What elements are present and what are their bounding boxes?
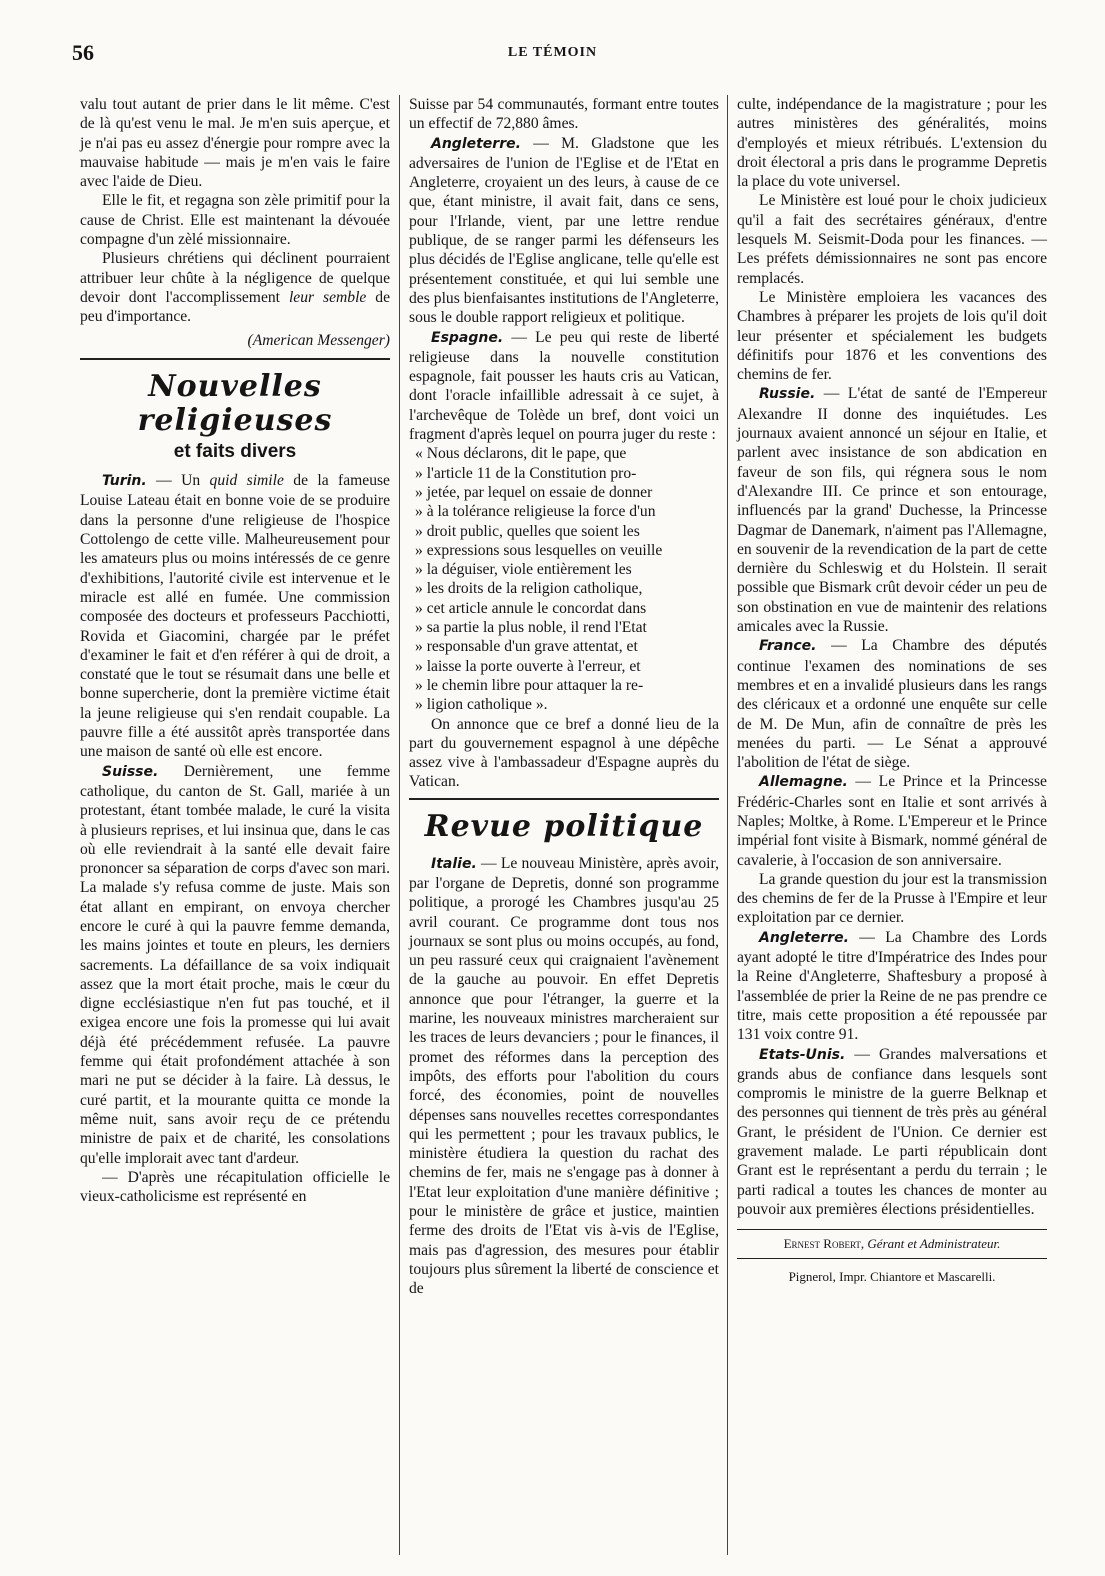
news-item-france xyxy=(737,636,1047,772)
news-item-angleterre xyxy=(409,134,719,328)
paragraph: — D'après une récapitulation officielle le vieux-catholicisme est représenté en xyxy=(80,1168,390,1206)
news-item-italie xyxy=(409,854,719,1299)
news-item-allemagne xyxy=(737,772,1047,869)
page-header xyxy=(0,0,1105,70)
news-item-russie xyxy=(737,384,1047,636)
quote-line: » l'article 11 de la Constitution pro- xyxy=(415,464,637,482)
place-name: Italie. xyxy=(431,855,477,872)
news-item-etats-unis xyxy=(737,1045,1047,1220)
text: Plusieurs chrétiens qui déclinent pourraient attribuer leur chûte à la négligence de quelque devoir dont l'accomplissement xyxy=(80,250,390,306)
running-title: LE TÉMOIN xyxy=(507,45,598,60)
text: — Grandes malversations et grands abus de confiance dans lesquels sont compromis le ministre de la guerre Belknap et des personnes qui tiennent de très près au général Grant, le président de l'Union. Ce dernier est gravement malade. Le parti républicain dont Grant est le représentant a perdu du terrain ; le parti radical a toutes les chances de monter au pouvoir aux premières élections présidentielles. xyxy=(737,1045,1047,1218)
column-3 xyxy=(737,95,1047,1286)
place-name: Etats-Unis. xyxy=(759,1046,846,1063)
emphasis: leur semble xyxy=(288,288,367,306)
imprint: Pignerol, Impr. Chiantore et Mascarelli. xyxy=(788,1268,996,1284)
quote-line: » la déguiser, viole entièrement les xyxy=(415,561,632,579)
section-subtitle: et faits divers xyxy=(173,440,297,462)
quote-line: « Nous déclarons, dit le pape, que xyxy=(415,445,627,463)
text: — La Chambre des Lords ayant adopté le titre d'Impératrice des Indes pour la Reine d'Angleterre, Shaftesbury a proposé à l'assemblée de prier la Reine de ne pas prendre ce titre, mais cette proposition a été repoussée par 131 voix contre 91. xyxy=(737,928,1047,1044)
emphasis: quid simile xyxy=(209,472,284,490)
page-number: 56 xyxy=(72,40,94,65)
paragraph: Le Ministère emploiera les vacances des Chambres à préparer les projets de lois qu'il doit leur présenter et spécialement les budgets définitifs pour 1876 et les conventions des chemins de fer. xyxy=(737,288,1047,384)
column-rule xyxy=(399,95,400,1555)
quote-line: » responsable d'un grave attentat, et xyxy=(415,638,638,656)
quote-line: » cet article annule le concordat dans xyxy=(415,599,647,617)
paragraph: On annonce que ce bref a donné lieu de la part du gouvernement espagnol à une dépêche assez vive à l'ambassadeur d'Espagne auprès du Vatican. xyxy=(409,715,719,791)
quote-line: » laisse la porte ouverte à l'erreur, et xyxy=(415,657,641,675)
quote-line: » expressions sous lesquelles on veuille xyxy=(415,541,663,559)
paragraph: Le Ministère est loué pour le choix judicieux qu'il a fait des secrétaires généraux, d'entre lesquels M. Seismit-Doda pour les finances. — Les préfets démissionnaires ne sont pas encore remplacés. xyxy=(737,192,1047,287)
place-name: Angleterre. xyxy=(431,135,521,152)
text: — Le nouveau Ministère, après avoir, par l'organe de Depretis, donné son programme politique, a prorogé les Chambres jusqu'au 25 avril courant. Ce programme dont tous nos journaux se sont plus ou moins occupés, au fond, un peu rassuré ceux qui craignaient l'avènement de la gauche au pouvoir. En effet Depretis annonce que pour l'étranger, la guerre et la marine, les nouveaux ministres marcheraient sur les traces de leurs devanciers ; pour le finances, il promet des réformes dans la perception des impôts, des efforts pour l'abolition du cours forcé, des économies, point de nouvelles dépenses sans nouvelles recettes correspondantes qui les permettent ; pour les travaux publics, le ministère étudiera la question du rachat des chemins de fer, mais ne s'engage pas à donner à l'Etat leur exploitation d'une manière définitive ; pour le ministère de grâce et justice, maintien ferme des droits de l'Etat vis à-vis de l'Eglise, mais pas d'agression, des mesures pour établir toujours plus sûrement la liberté de conscience et de xyxy=(409,854,719,1298)
quote-line: » à la tolérance religieuse la force d'un xyxy=(415,503,656,521)
quote-line: » droit public, quelles que soient les xyxy=(415,522,640,540)
quote-line: » ligion catholique ». xyxy=(415,696,548,714)
manager-name: Ernest Robert, xyxy=(783,1236,865,1252)
quote-line: » jetée, par lequel on essaie de donner xyxy=(415,483,653,501)
news-item-turin xyxy=(80,471,390,761)
section-title: Nouvelles religieuses xyxy=(137,368,333,438)
place-name: Angleterre. xyxy=(759,929,849,946)
paragraph: La grande question du jour est la transmission des chemins de fer de la Prusse à l'Empire et leur exploitation par ce dernier. xyxy=(737,870,1047,927)
news-item-espagne xyxy=(409,328,719,445)
column-rule xyxy=(727,95,728,1555)
paragraph: culte, indépendance de la magistrature ; pour les autres ministères des généralités, moins d'employés et mieux rétribués. L'extension du droit électoral a pris dans le programme Depretis la place du vote universel. xyxy=(737,96,1047,191)
papal-quote xyxy=(409,444,719,714)
section-title: Revue politique xyxy=(424,808,704,844)
article-source: (American Messenger) xyxy=(247,331,390,349)
column-1 xyxy=(80,95,390,1206)
quote-line: » les droits de la religion catholique, xyxy=(415,580,643,598)
quote-line: » le chemin libre pour attaquer la re- xyxy=(415,676,644,694)
news-item-angleterre xyxy=(737,928,1047,1045)
paragraph: valu tout autant de prier dans le lit même. C'est de là qu'est venu le mal. Je m'en suis aperçue, et je n'ai pas eu assez d'énergie pour rompre avec la mauvaise habitude — mais je m'en vais le faire avec l'aide de Dieu. xyxy=(80,96,390,191)
paragraph: Suisse par 54 communautés, formant entre toutes un effectif de 72,880 âmes. xyxy=(409,96,719,133)
paragraph xyxy=(80,249,390,326)
column-2 xyxy=(409,95,719,1299)
manager-title: Gérant et Administrateur. xyxy=(867,1236,1001,1252)
text: — L'état de santé de l'Empereur Alexandre II donne des inquiétudes. Les journaux avaient annoncé un séjour en Italie, et parlent avec insistance de son abdication en faveur de son fils, qui régnera sous le nom d'Alexandre III. Ce prince et son entourage, influencés par la grand' Duchesse, la Princesse Dagmar de Danemark, n'aiment pas l'Allemagne, en souvenir de la revendication de la part de cette dernière du Schleswig et du Holstein. Il serait possible que Bismark crût devoir céder un peu de son obstination en vue de maintenir des relations amicales avec la Russie. xyxy=(737,385,1047,636)
separator xyxy=(80,358,390,360)
place-name: Suisse. xyxy=(102,763,159,780)
text: — Le peu qui reste de liberté religieuse dans la nouvelle constitution espagnole, fait pousser les hauts cris au Vatican, dont l'oracle infaillible adressait à ce sujet, à l'archevêque de Tolède un bref, dont voici un fragment d'après lequel on pourra juger du reste : xyxy=(409,328,719,444)
paragraph: Elle le fit, et regagna son zèle primitif pour la cause de Christ. Elle est maintenant la dévouée compagne d'un zèlé missionnaire. xyxy=(80,192,390,249)
place-name: Allemagne. xyxy=(759,774,848,791)
signature-line xyxy=(737,1229,1047,1258)
place-name: Russie. xyxy=(759,386,816,403)
place-name: Espagne. xyxy=(431,329,504,346)
news-item-suisse xyxy=(80,762,390,1168)
text: — La Chambre des députés continue l'examen des nominations de ses membres et en a invalidé plusieurs dans les rangs des cléricaux et a ordonné une enquête sur celle de M. De Mun, afin de connaître de près les menées du parti. — Le Sénat a approuvé l'abolition de l'état de siège. xyxy=(737,637,1048,772)
text: de la fameuse Louise Lateau était en bonne voie de se produire dans la personne d'une religieuse de l'hospice Cottolengo de cette ville. Malheureusement pour les amateurs plus ou moins intéressés de ce genre d'exhibitions, l'autorité civile est intervenue et le miracle est allé en fumée. Une commission composée des docteurs et professeurs Pacchiotti, Rovida et Giacomini, chargée par le préfet d'examiner le fait et d'en référer à qui de droit, a constaté que le tout se résumait dans une belle et bonne supercherie, dont la première victime était la jeune religieuse qui s'en rendait coupable. La pauvre fille a été aussitôt après transportée dans une maison de santé où elle est encore. xyxy=(80,472,390,761)
text: — M. Gladstone que les adversaires de l'union de l'Eglise et de l'Etat en Angleterre, croyaient un des leurs, à cause de ce que, étant ministre, il avait fait, dans ce sens, pour l'Irlande, vient, par une lettre rendue publique, de se ranger parmi les défenseurs les plus décidés de l'Eglise anglicane, telle qu'elle est présentement constituée, et qui lui semble une des plus bienfaisantes institutions de l'Angleterre, sous le double rapport religieux et politique. xyxy=(409,134,719,327)
place-name: France. xyxy=(759,638,817,655)
text: — Le Prince et la Princesse Frédéric-Charles sont en Italie et sont arrivés à Naples; Moltke, à Rome. L'Empereur et le Prince impérial font visite à Bismark, nommé général de cavalerie, à l'occasion de son anniversaire. xyxy=(737,773,1047,869)
text: — Un xyxy=(156,472,201,490)
text: de peu d'importance. xyxy=(80,288,390,326)
separator xyxy=(409,798,719,800)
place-name: Turin. xyxy=(102,473,147,490)
quote-line: » sa partie la plus noble, il rend l'Etat xyxy=(415,619,647,637)
text: Dernièrement, une femme catholique, du canton de St. Gall, mariée à un protestant, étant tombée malade, le curé la visita à plusieurs reprises, et lui insinua que, dans le cas où elle reviendrait à la santé elle devait faire prononcer sa séparation de corps d'avec son mari. La malade s'y refusa comme de juste. Mais son état allant en empirant, on envoya chercher encore le curé à qui la pauvre femme demanda, les mains jointes et toute en pleurs, les derniers sacrements. La défaillance de sa voix indiquait assez que la mort était proche, mais le cœur du digne ecclésiastique n'en fut pas touché, et il exigea encore une fois la promesse qui lui avait déjà été précédemment refusée. La pauvre femme qui était profondément attachée à son mari ne put se décider à la faire. Là dessus, le curé partit, et la mourante quitta ce monde la même nuit, sans avoir reçu de ce prétendu ministre de paix et de charité, les consolations qu'elle implorait avec tant d'ardeur. xyxy=(80,762,390,1167)
